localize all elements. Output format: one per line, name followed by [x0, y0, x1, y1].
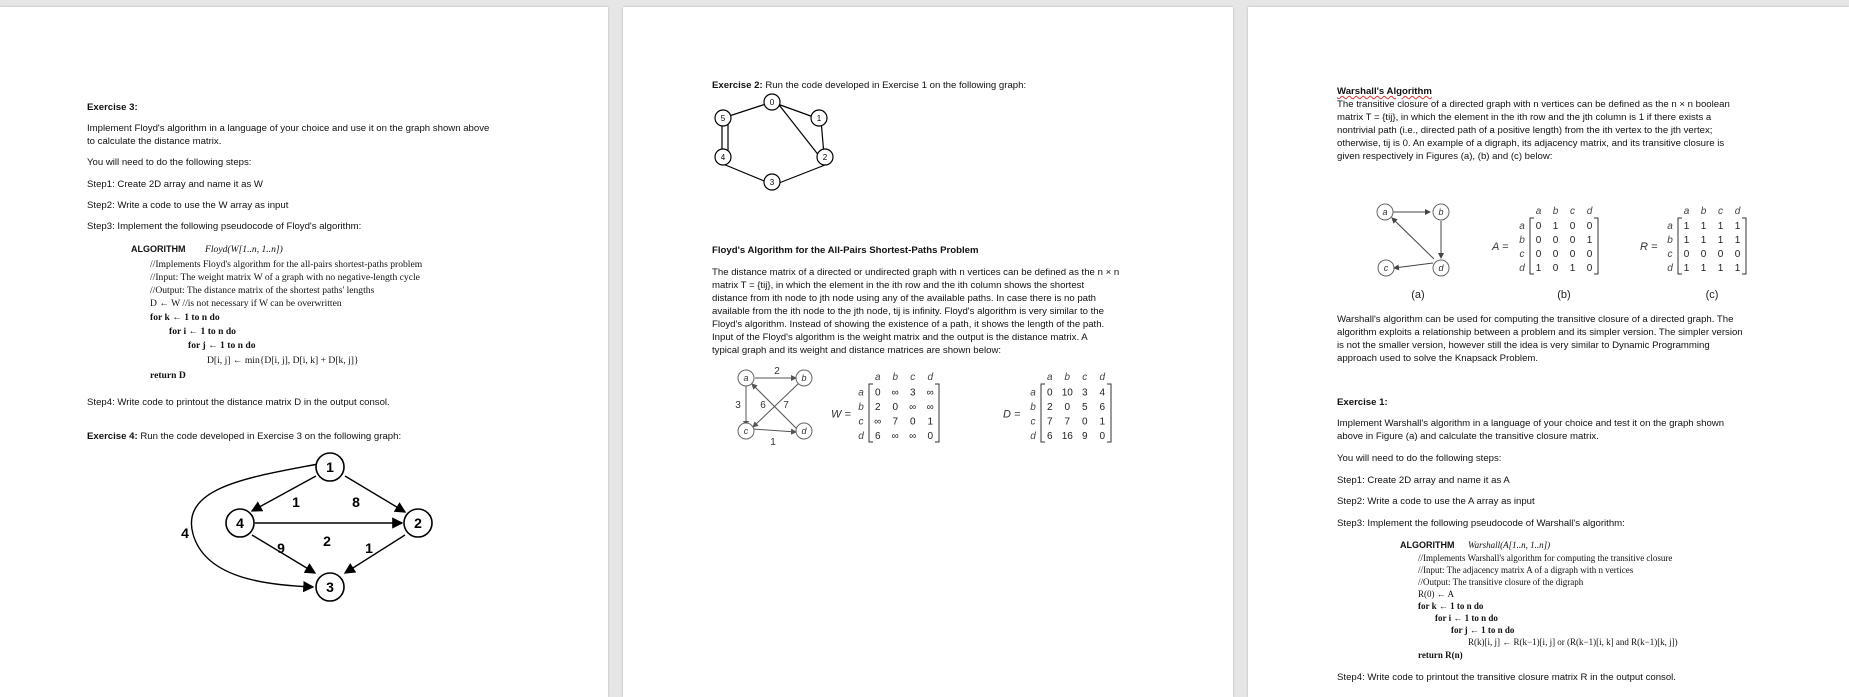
matrix-R-label: R =: [1640, 241, 1658, 254]
intro-line: matrix T = {tij}, in which the element in the ith row and the jth column is 1 if there exists a: [1337, 112, 1712, 123]
node-label: c: [743, 426, 749, 436]
matrix-R-cell: 0: [1700, 248, 1707, 260]
matrix-W-row-label: b: [858, 401, 864, 413]
matrix-R-row-label: d: [1667, 262, 1673, 274]
matrix-A-col-label: b: [1552, 206, 1559, 217]
matrix-W-col-label: b: [892, 372, 899, 383]
matrix-A-col-label: c: [1570, 206, 1575, 217]
matrix-R-col-label: b: [1700, 206, 1707, 217]
para2-line: algorithm exploits a relationship between a problem and its simpler version. The simpler version: [1337, 327, 1743, 338]
node-label: c: [1383, 263, 1389, 273]
step-1: Step1: Create 2D array and name it as W: [87, 179, 263, 190]
edge-weight: 6: [760, 400, 766, 411]
algorithm-line: for k ← 1 to n do: [1418, 601, 1484, 611]
edge-weight: 9: [277, 540, 285, 556]
edge-weight: 8: [352, 494, 360, 510]
algorithm-line: for j ← 1 to n do: [1451, 625, 1515, 635]
step-2: Step2: Write a code to use the A array as input: [1337, 496, 1535, 507]
matrix-D-cell: 7: [1064, 416, 1071, 428]
matrix-R-cell: 1: [1683, 234, 1690, 246]
matrix-R-cell: 1: [1717, 262, 1724, 274]
matrix-A-cell: 1: [1586, 234, 1593, 246]
algorithm-line: R(k)[i, j] ← R(k−1)[i, j] or (R(k−1)[i, k] and R(k−1)[k, j]): [1468, 637, 1678, 647]
matrix-A-cell: 0: [1586, 220, 1593, 232]
matrix-W-cell: 6: [874, 430, 881, 442]
algorithm-line: //Input: The adjacency matrix A of a digraph with n vertices: [1418, 565, 1634, 575]
exercise-1-title: Exercise 1:: [1337, 397, 1388, 408]
exercise-1-text-line-1: Implement Warshall's algorithm in a language of your choice and test it on the graph shown: [1337, 418, 1725, 429]
matrix-W-cell: 2: [874, 401, 881, 413]
matrix-W-cell: 7: [892, 416, 899, 428]
matrix-R-cell: 1: [1700, 234, 1707, 246]
matrix-A-row-label: b: [1519, 234, 1525, 246]
matrix-D-col-label: b: [1064, 372, 1071, 383]
matrix-A-cell: 0: [1569, 248, 1576, 260]
edge-1-3-curved: [191, 464, 318, 587]
matrix-R-cell: 1: [1683, 220, 1690, 232]
node-label: 2: [822, 153, 828, 162]
matrix-W-cell: 1: [927, 416, 934, 428]
node-label: 1: [326, 459, 334, 475]
algorithm-line: R(0) ← A: [1418, 589, 1454, 599]
matrix-R-col-label: c: [1718, 206, 1723, 217]
step-4: Step4: Write code to printout the distance matrix D in the output consol.: [87, 397, 390, 408]
matrix-D-row-label: c: [1030, 416, 1036, 428]
matrix-W-cell: ∞: [926, 401, 934, 413]
matrix-R-cell: 1: [1717, 220, 1724, 232]
matrix-R-cell: 1: [1734, 262, 1741, 274]
paragraph-line: distance from ith node to jth node using any of the available paths. In case there is no path: [712, 293, 1096, 304]
edge-1-4: [252, 476, 316, 511]
node-label: d: [801, 426, 807, 436]
matrix-D-cell: 6: [1099, 401, 1106, 413]
matrix-R-row-label: b: [1667, 234, 1673, 246]
matrix-D-row-label: d: [1030, 430, 1036, 442]
document-page-1: [0, 7, 608, 697]
matrix-R-col-label: a: [1683, 206, 1690, 217]
matrix-R-bracket-right: [1742, 218, 1746, 274]
edge-weight: 1: [365, 540, 373, 556]
algorithm-line: //Output: The distance matrix of the shortest paths' lengths: [150, 285, 375, 296]
matrix-D-row-label: b: [1030, 401, 1036, 413]
algorithm-signature: Warshall(A[1..n, 1..n]): [1468, 540, 1551, 550]
matrix-W-bracket-left: [869, 384, 873, 442]
paragraph-line: matrix T = {tij}, in which the element in the ith row and the ith column shows the shortest: [712, 280, 1085, 291]
matrix-A-bracket-right: [1594, 218, 1598, 274]
matrix-W-col-label: a: [874, 372, 881, 383]
step-2: Step2: Write a code to use the W array as input: [87, 200, 289, 211]
matrix-W-cell: 0: [874, 387, 881, 399]
paragraph-line: typical graph and its weight and distance matrices are shown below:: [712, 345, 1002, 356]
algorithm-line: for i ← 1 to n do: [1435, 613, 1498, 623]
matrix-D-cell: 7: [1046, 416, 1053, 428]
matrix-A-cell: 0: [1552, 234, 1559, 246]
step-1: Step1: Create 2D array and name it as A: [1337, 475, 1510, 486]
paragraph-line: The distance matrix of a directed or undirected graph with n vertices can be defined as the n × n: [712, 267, 1120, 278]
matrix-D-bracket-right: [1107, 384, 1111, 442]
matrix-A-cell: 0: [1586, 248, 1593, 260]
node-label: 3: [769, 178, 775, 187]
edge-weight: 1: [770, 437, 776, 448]
exercise-4-label: Exercise 4:: [87, 431, 138, 442]
edge-weight: 1: [292, 494, 300, 510]
matrix-D-label: D =: [1003, 408, 1021, 421]
matrix-D-cell: 0: [1046, 387, 1053, 399]
edge-weight: 3: [735, 400, 741, 411]
step-4: Step4: Write code to printout the transitive closure matrix R in the output consol.: [1337, 672, 1676, 683]
matrix-A-cell: 0: [1535, 220, 1542, 232]
matrix-R-cell: 1: [1700, 220, 1707, 232]
matrix-W-bracket-right: [935, 384, 939, 442]
algorithm-label: ALGORITHM: [1400, 540, 1455, 550]
matrix-A-col-label: a: [1535, 206, 1542, 217]
warshall-title: Warshall's Algorithm: [1337, 86, 1432, 97]
matrix-R-cell: 1: [1734, 220, 1741, 232]
node-label: b: [1438, 207, 1444, 217]
algorithm-line: for i ← 1 to n do: [169, 326, 236, 337]
matrix-W-cell: ∞: [926, 387, 934, 399]
intro-line: given respectively in Figures (a), (b) and (c) below:: [1337, 151, 1553, 162]
matrix-D-cell: 0: [1081, 416, 1088, 428]
matrix-R-cell: 1: [1717, 234, 1724, 246]
node-label: 0: [769, 98, 775, 107]
matrix-D-cell: 3: [1081, 387, 1088, 399]
node-label: 4: [720, 153, 726, 162]
node-label: 3: [326, 579, 334, 595]
matrix-R-bracket-left: [1678, 218, 1682, 274]
step-3: Step3: Implement the following pseudocode of Floyd's algorithm:: [87, 221, 362, 232]
matrix-D-bracket-left: [1041, 384, 1045, 442]
algorithm-line: //Implements Floyd's algorithm for the all-pairs shortest-paths problem: [150, 259, 423, 270]
weight-matrix-W: [831, 372, 939, 442]
matrix-R-row-label: a: [1667, 220, 1673, 232]
algorithm-line: for j ← 1 to n do: [188, 340, 256, 351]
node-label: d: [1438, 263, 1444, 273]
intro-line: nontrivial path (i.e., directed path of a positive length) from the ith vertex to the jth vertex;: [1337, 125, 1713, 136]
algorithm-line: //Input: The weight matrix W of a graph with no negative-length cycle: [150, 272, 420, 283]
matrix-D-cell: 1: [1099, 416, 1106, 428]
matrix-A-cell: 0: [1569, 234, 1576, 246]
step-3: Step3: Implement the following pseudocode of Warshall's algorithm:: [1337, 518, 1625, 529]
intro-line: The transitive closure of a directed graph with n vertices can be defined as the n × n boolean: [1337, 99, 1730, 110]
matrix-D-cell: 16: [1061, 430, 1073, 442]
matrix-W-cell: ∞: [874, 416, 882, 428]
matrix-D-cell: 0: [1064, 401, 1071, 413]
matrix-R-cell: 0: [1683, 248, 1690, 260]
algorithm-line: return D: [150, 370, 186, 381]
matrix-W-label: W =: [831, 408, 851, 421]
section-heading: Floyd's Algorithm for the All-Pairs Shortest-Paths Problem: [712, 245, 979, 256]
matrix-A-row-label: d: [1519, 262, 1525, 274]
caption-b: (b): [1557, 289, 1571, 301]
matrix-A-cell: 1: [1535, 262, 1542, 274]
matrix-D-col-label: a: [1046, 372, 1053, 383]
matrix-W-cell: 0: [892, 401, 899, 413]
exercise-3-text-line-1: Implement Floyd's algorithm in a language of your choice and use it on the graph shown above: [87, 123, 490, 134]
matrix-A-row-label: a: [1519, 220, 1525, 232]
algorithm-line: D ← W //is not necessary if W can be overwritten: [150, 298, 342, 309]
paragraph-line: Input of the Floyd's algorithm is the weight matrix and the output is the distance matrix. A: [712, 332, 1088, 343]
node-label: 2: [414, 515, 422, 531]
node-label: 5: [720, 114, 726, 123]
steps-intro: You will need to do the following steps:: [87, 157, 252, 168]
node-label: a: [743, 373, 749, 383]
matrix-D-cell: 6: [1046, 430, 1053, 442]
matrix-A-label: A =: [1492, 241, 1509, 254]
matrix-W-cell: ∞: [891, 387, 899, 399]
algorithm-line: //Implements Warshall's algorithm for computing the transitive closure: [1418, 553, 1673, 563]
paragraph-line: Floyd's algorithm. Instead of showing the existence of a path, it shows the length of the path.: [712, 319, 1105, 330]
matrix-A-cell: 1: [1552, 220, 1559, 232]
matrix-R-cell: 0: [1734, 248, 1741, 260]
exercise-4-text: Run the code developed in Exercise 3 on the following graph:: [137, 431, 402, 442]
matrix-D-cell: 9: [1081, 430, 1088, 442]
matrix-A-cell: 0: [1535, 248, 1542, 260]
matrix-R-cell: 1: [1734, 234, 1741, 246]
matrix-W-cell: 0: [927, 430, 934, 442]
para2-line: Warshall's algorithm can be used for computing the transitive closure of a directed graph. The: [1337, 314, 1734, 325]
para2-line: approach used to solve the Knapsack Problem.: [1337, 353, 1539, 364]
matrix-W-row-label: c: [858, 416, 864, 428]
exercise-2-label: Exercise 2:: [712, 80, 763, 91]
transitive-closure-R: [1640, 206, 1746, 274]
matrix-R-cell: 1: [1700, 262, 1707, 274]
edge-weight: 7: [783, 400, 789, 411]
distance-matrix-D: [1003, 372, 1111, 442]
exercise-2-text: Run the code developed in Exercise 1 on the following graph:: [762, 80, 1027, 91]
paragraph-line: available from the ith node to the jth node, tij is infinity. Floyd's algorithm is very similar to the: [712, 306, 1104, 317]
matrix-A-cell: 0: [1586, 262, 1593, 274]
matrix-A-cell: 1: [1569, 262, 1576, 274]
exercise-3-title: Exercise 3:: [87, 102, 138, 113]
node-label: 4: [236, 515, 244, 531]
matrix-R-cell: 0: [1717, 248, 1724, 260]
matrix-W-cell: ∞: [891, 430, 899, 442]
matrix-W-col-label: c: [910, 372, 916, 383]
matrix-A-cell: 0: [1535, 234, 1542, 246]
matrix-D-cell: 2: [1046, 401, 1053, 413]
matrix-A-col-label: d: [1586, 206, 1593, 217]
intro-line: otherwise, tij is 0. An example of a digraph, its adjacency matrix, and its transitive closure is: [1337, 138, 1725, 149]
matrix-D-cell: 4: [1099, 387, 1106, 399]
steps-intro: You will need to do the following steps:: [1337, 453, 1502, 464]
algorithm-signature: Floyd(W[1..n, 1..n]): [205, 244, 283, 255]
matrix-A-row-label: c: [1519, 248, 1525, 260]
adjacency-matrix-A: [1491, 206, 1598, 274]
matrix-W-cell: ∞: [909, 401, 917, 413]
document-page-3: [1248, 7, 1849, 697]
matrix-A-bracket-left: [1530, 218, 1534, 274]
edge-2-3: [345, 535, 405, 573]
matrix-W-cell: ∞: [909, 430, 917, 442]
algorithm-label: ALGORITHM: [131, 244, 186, 254]
matrix-D-row-label: a: [1030, 387, 1036, 399]
algorithm-line: //Output: The transitive closure of the digraph: [1418, 577, 1584, 587]
graph-exercise-4: [0, 7, 608, 697]
matrix-R-row-label: c: [1667, 248, 1673, 260]
matrix-R-cell: 1: [1683, 262, 1690, 274]
matrix-W-col-label: d: [927, 372, 934, 383]
matrix-W-cell: 3: [909, 387, 916, 399]
node-label: b: [801, 373, 807, 383]
matrix-D-cell: 0: [1099, 430, 1106, 442]
caption-a: (a): [1411, 289, 1425, 301]
algorithm-line: D[i, j] ← min{D[i, j], D[i, k] + D[k, j]}: [207, 355, 359, 366]
matrix-W-row-label: a: [858, 387, 864, 399]
matrix-W-row-label: d: [858, 430, 864, 442]
node-label: 1: [816, 114, 822, 123]
matrix-D-cell: 5: [1081, 401, 1088, 413]
edge-weight: 2: [774, 366, 780, 377]
matrix-D-col-label: c: [1082, 372, 1088, 383]
matrix-W-cell: 0: [909, 416, 916, 428]
matrix-A-cell: 0: [1552, 262, 1559, 274]
exercise-1-text-line-2: above in Figure (a) and calculate the transitive closure matrix.: [1337, 431, 1599, 442]
document-page-2: [623, 7, 1233, 697]
para2-line: is not the smaller version, however still the idea is very similar to Dynamic Programming: [1337, 340, 1710, 351]
matrix-R-col-label: d: [1734, 206, 1741, 217]
algorithm-line: for k ← 1 to n do: [150, 312, 220, 323]
algorithm-line: return R(n): [1418, 650, 1463, 660]
matrix-D-cell: 10: [1061, 387, 1073, 399]
edge-weight: 4: [181, 525, 189, 541]
matrix-D-col-label: d: [1099, 372, 1106, 383]
exercise-3-text-line-2: to calculate the distance matrix.: [87, 136, 222, 147]
matrix-A-cell: 0: [1569, 220, 1576, 232]
edge-weight: 2: [323, 533, 331, 549]
figure-floyd-example: [623, 7, 1233, 697]
matrix-A-cell: 0: [1552, 248, 1559, 260]
node-label: a: [1382, 207, 1388, 217]
caption-c: (c): [1705, 289, 1719, 301]
